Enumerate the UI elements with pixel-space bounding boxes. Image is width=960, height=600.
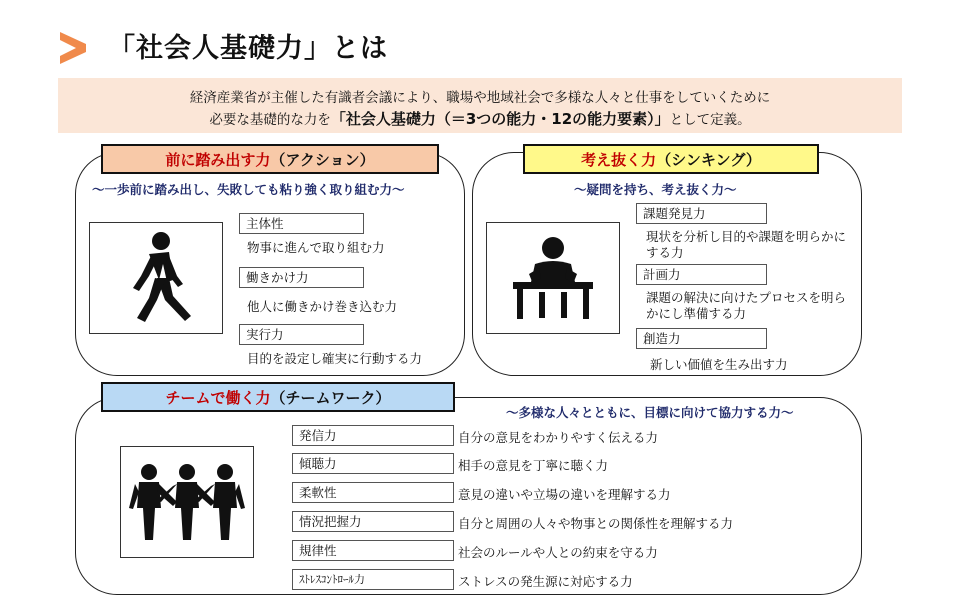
walking-person-icon — [89, 222, 223, 334]
element-description: 社会のルールや人との約束を守る力 — [458, 545, 658, 560]
teamwork-heading-sub: （チームワーク） — [270, 388, 391, 407]
intro-line-2 — [58, 108, 902, 129]
thinking-heading-sub: （シンキング） — [656, 150, 761, 169]
element-description: 目的を設定し確実に行動する力 — [247, 351, 423, 366]
element-label: 実行力 — [239, 324, 364, 345]
intro-line-2-prefix: 必要な基礎的な力を — [209, 112, 331, 128]
thinking-heading — [523, 144, 819, 174]
element-label: 計画力 — [636, 264, 767, 285]
element-description: 自分の意見をわかりやすく伝える力 — [458, 430, 659, 445]
element-label: 規律性 — [292, 540, 454, 561]
element-label: 発信力 — [292, 425, 454, 446]
intro-line-2-suffix: として定義。 — [669, 112, 751, 128]
thinking-subtitle: ～疑問を持ち、考え抜く力～ — [574, 182, 737, 197]
element-description: 新しい価値を生み出す力 — [650, 357, 788, 372]
action-subtitle: ～一歩前に踏み出し、失敗しても粘り強く取り組む力～ — [92, 182, 405, 197]
element-label: ｽﾄﾚｽｺﾝﾄﾛｰﾙ力 — [292, 569, 454, 590]
element-description: 他人に働きかけ巻き込む力 — [247, 299, 398, 314]
person-at-desk-icon — [486, 222, 620, 334]
action-heading-main: 前に踏み出す力 — [165, 150, 271, 169]
intro-banner — [58, 78, 902, 133]
action-heading-sub: （アクション） — [270, 150, 375, 169]
page-title: 「社会人基礎力」とは — [108, 33, 388, 64]
action-heading — [101, 144, 439, 174]
element-description: 現状を分析し目的や課題を明らかにする力 — [646, 229, 847, 260]
element-label: 働きかけ力 — [239, 267, 364, 288]
element-label: 傾聴力 — [292, 453, 454, 474]
group-of-people-icon — [120, 446, 254, 558]
teamwork-heading — [101, 382, 455, 412]
element-description: 物事に進んで取り組む力 — [247, 240, 385, 255]
chevron-logo-icon — [58, 30, 90, 66]
element-description: 課題の解決に向けたプロセスを明らかにし準備する力 — [646, 290, 847, 321]
element-description: 意見の違いや立場の違いを理解する力 — [458, 487, 671, 502]
element-label: 創造力 — [636, 328, 767, 349]
element-label: 情況把握力 — [292, 511, 454, 532]
thinking-heading-main: 考え抜く力 — [581, 150, 657, 169]
teamwork-subtitle: ～多様な人々とともに、目標に向けて協力する力～ — [506, 405, 794, 420]
element-label: 主体性 — [239, 213, 364, 234]
element-description: 相手の意見を丁寧に聴く力 — [458, 458, 609, 473]
element-description: ストレスの発生源に対応する力 — [458, 574, 633, 589]
element-label: 柔軟性 — [292, 482, 454, 503]
element-label: 課題発見力 — [636, 203, 767, 224]
element-description: 自分と周囲の人々や物事との関係性を理解する力 — [458, 516, 734, 531]
intro-definition: 「社会人基礎力（＝3つの能力・12の能力要素）」 — [330, 110, 670, 128]
intro-line-1: 経済産業省が主催した有識者会議により、職場や地域社会で多様な人々と仕事をしていくために — [189, 90, 771, 106]
teamwork-heading-main: チームで働く力 — [165, 388, 271, 407]
